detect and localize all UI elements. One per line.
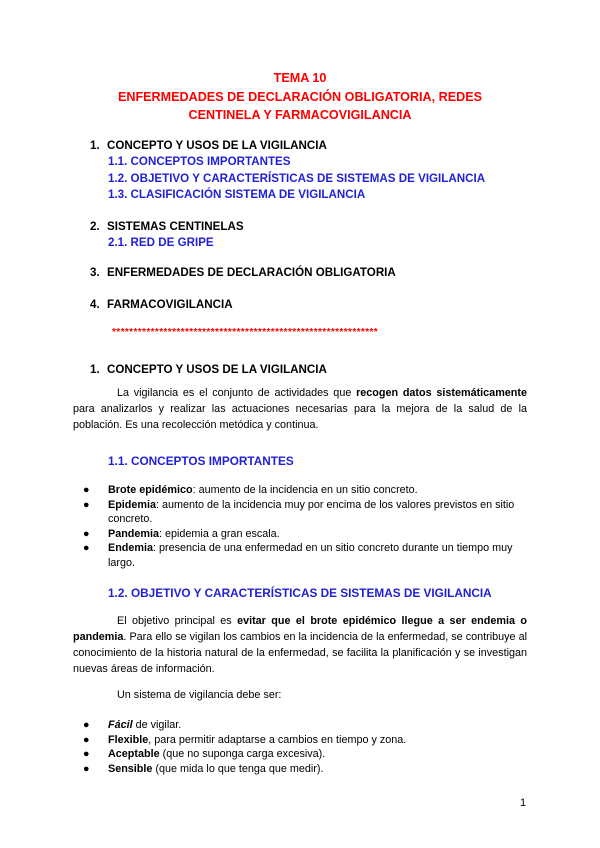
list-item — [76, 527, 528, 542]
paragraph-vigilancia — [73, 385, 527, 433]
page-number: 1 — [520, 797, 527, 809]
toc-item-1[interactable] — [90, 139, 327, 152]
toc-item-label: CONCEPTO Y USOS DE LA VIGILANCIA — [107, 139, 327, 152]
bullet-icon: ● — [83, 748, 90, 761]
paragraph-sistema — [73, 687, 527, 703]
paragraph-bold-text: recogen datos sistemáticamente — [356, 387, 527, 399]
list-item-text: , para permitir adaptarse a cambios en tiempo y zona. — [148, 733, 407, 746]
doc-subtitle-line1: ENFERMEDADES DE DECLARACIÓN OBLIGATORIA, REDES — [117, 90, 483, 104]
list-item — [76, 498, 528, 527]
list-item-term: Pandemia — [108, 527, 160, 540]
concepts-list — [76, 483, 528, 571]
list-item-text: : aumento de la incidencia muy por encima de los valores previstos en sitio concreto. — [108, 498, 515, 526]
paragraph-text: . Para ello se vigilan los cambios en la incidencia de la enfermedad, se contribuye al conocimiento de la historia natural de la enfermedad, se facilita la planificación y se investigan nuevas áreas de información. — [73, 631, 527, 675]
list-item — [76, 762, 528, 777]
paragraph-bold-text: evitar que el brote epidémico llegue a ser endemia o pandemia — [73, 615, 527, 643]
section-number: 1. — [90, 363, 100, 376]
toc-item-4[interactable] — [90, 298, 233, 311]
paragraph-text: Un sistema de vigilancia debe ser: — [117, 689, 282, 701]
list-item-text: de vigilar. — [132, 719, 182, 731]
toc-item-1-2[interactable]: 1.2. OBJETIVO Y CARACTERÍSTICAS DE SISTEMAS DE VIGILANCIA — [108, 172, 486, 185]
toc-item-label: FARMACOVIGILANCIA — [107, 298, 233, 311]
paragraph-text: El objetivo principal es — [117, 615, 238, 627]
list-item — [76, 718, 528, 733]
list-item — [76, 747, 528, 762]
list-item-term: Sensible — [108, 762, 153, 775]
list-item-term: Endemia — [108, 542, 154, 555]
characteristics-list — [76, 718, 528, 776]
toc-item-number: 2. — [90, 220, 100, 233]
list-item-text: : presencia de una enfermedad en un sitio concreto durante un tiempo muy largo. — [108, 542, 513, 569]
list-item-term: Epidemia — [108, 498, 157, 511]
list-item — [76, 733, 528, 748]
list-item — [76, 541, 528, 570]
bullet-icon: ● — [83, 542, 90, 555]
bullet-icon: ● — [83, 498, 90, 511]
bullet-icon: ● — [83, 762, 90, 775]
list-item-term: Brote epidémico — [108, 484, 193, 496]
bullet-icon: ● — [83, 733, 90, 746]
section-heading-1 — [90, 363, 327, 376]
toc-item-number: 3. — [90, 266, 100, 279]
toc-item-label: SISTEMAS CENTINELAS — [107, 220, 244, 233]
toc-item-1-3[interactable]: 1.3. CLASIFICACIÓN SISTEMA DE VIGILANCIA — [108, 188, 366, 201]
list-item-text: (que mida lo que tenga que medir). — [152, 762, 324, 775]
separator-line: ************************************************************** — [112, 327, 379, 338]
bullet-icon: ● — [83, 527, 90, 540]
list-item-text: (que no suponga carga excesiva). — [159, 748, 326, 761]
doc-title: TEMA 10 — [273, 71, 327, 85]
toc-item-label: ENFERMEDADES DE DECLARACIÓN OBLIGATORIA — [107, 266, 396, 279]
paragraph-objetivo — [73, 613, 527, 677]
doc-subtitle-line2: CENTINELA Y FARMACOVIGILANCIA — [188, 108, 412, 122]
bullet-icon: ● — [83, 484, 90, 496]
list-item-term: Fácil — [108, 719, 133, 731]
list-item-text: : epidemia a gran escala. — [159, 527, 280, 540]
toc-item-2[interactable] — [90, 220, 244, 233]
paragraph-text: La vigilancia es el conjunto de actividades que — [117, 387, 357, 399]
toc-item-number: 4. — [90, 298, 100, 311]
toc-item-2-1[interactable]: 2.1. RED DE GRIPE — [108, 236, 214, 249]
toc-item-3[interactable] — [90, 266, 396, 279]
paragraph-text: para analizarlos y realizar las actuaciones necesarias para la mejora de la salud de la población. Es una recolección metódica y continua. — [73, 403, 527, 431]
list-item — [76, 483, 528, 498]
section-title: CONCEPTO Y USOS DE LA VIGILANCIA — [107, 363, 327, 376]
subsection-heading-1-1: 1.1. CONCEPTOS IMPORTANTES — [108, 454, 294, 468]
list-item-text: : aumento de la incidencia en un sitio concreto. — [192, 484, 418, 496]
list-item-term: Aceptable — [108, 748, 160, 761]
subsection-heading-1-2: 1.2. OBJETIVO Y CARACTERÍSTICAS DE SISTEMAS DE VIGILANCIA — [108, 586, 492, 600]
list-item-term: Flexible — [108, 733, 149, 746]
bullet-icon: ● — [83, 719, 90, 731]
toc-item-1-1[interactable]: 1.1. CONCEPTOS IMPORTANTES — [108, 155, 291, 168]
toc-item-number: 1. — [90, 139, 100, 152]
